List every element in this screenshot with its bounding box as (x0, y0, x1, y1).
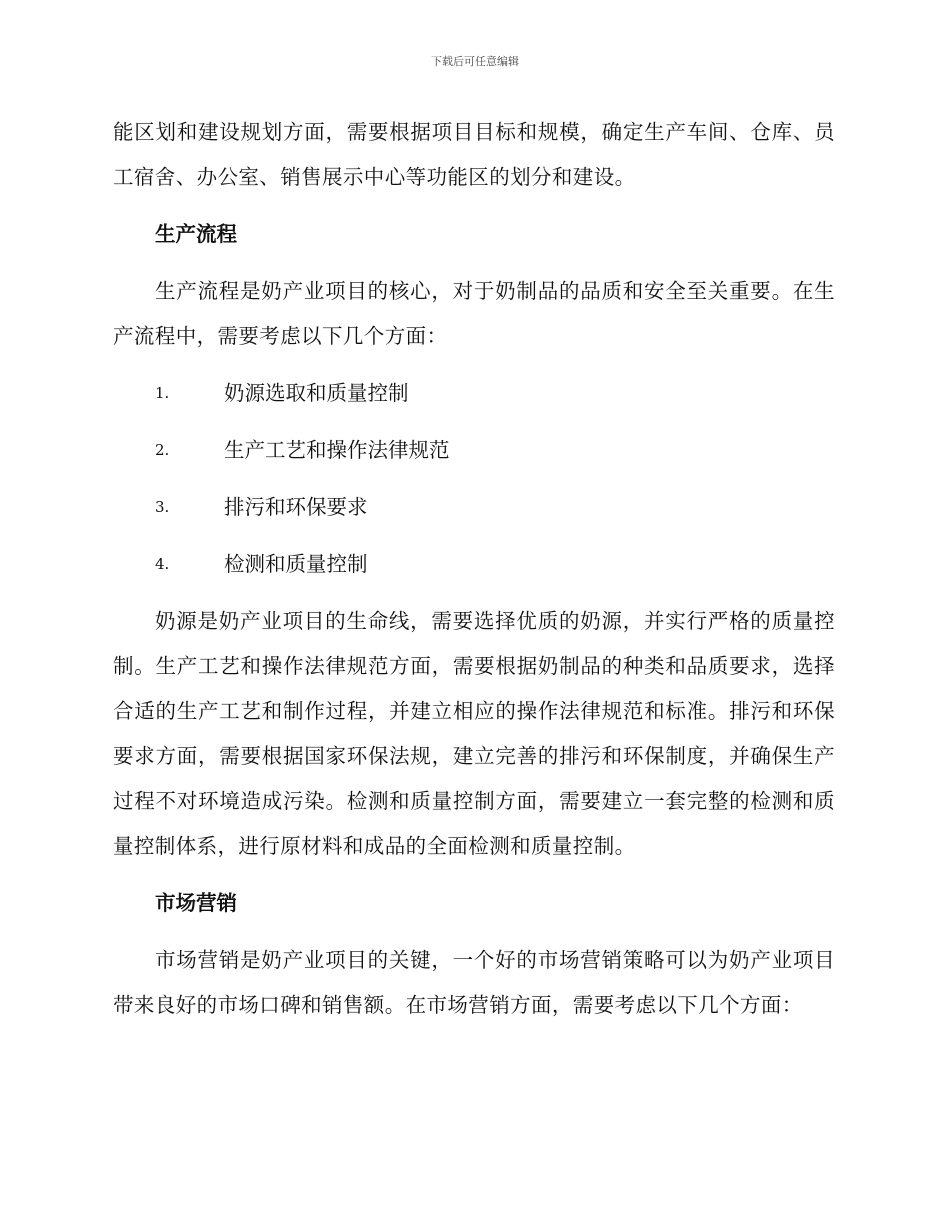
list-item-text: 检测和质量控制 (224, 552, 368, 576)
list-item (113, 428, 835, 473)
page-header: 下载后可任意编辑 (431, 55, 519, 68)
paragraph-production-details: 奶源是奶产业项目的生命线，需要选择优质的奶源，并实行严格的质量控制。生产工艺和操作法律规范方面，需要根据奶制品的种类和品质要求，选择合适的生产工艺和制作过程，并建立相应的操作法律规范和标准。排污和环保要求方面，需要根据国家环保法规，建立完善的排污和环保制度，并确保生产过程不对环境造成污染。检测和质量控制方面，需要建立一套完整的检测和质量控制体系，进行原材料和成品的全面检测和质量控制。 (113, 609, 835, 858)
list-item-number: 1. (155, 384, 170, 402)
list-item-text: 奶源选取和质量控制 (224, 381, 409, 405)
list-item-number: 2. (155, 441, 170, 459)
list-item-number: 3. (155, 498, 170, 516)
list-item-text: 排污和环保要求 (224, 495, 368, 519)
paragraph-land-planning: 能区划和建设规划方面，需要根据项目目标和规模，确定生产车间、仓库、员工宿舍、办公室、销售展示中心等功能区的划分和建设。 (113, 120, 835, 189)
paragraph-marketing-intro: 市场营销是奶产业项目的关键，一个好的市场营销策略可以为奶产业项目带来良好的市场口碑和销售额。在市场营销方面，需要考虑以下几个方面： (113, 948, 835, 1017)
list-item (113, 371, 835, 416)
list-item (113, 542, 835, 587)
list-item-text: 生产工艺和操作法律规范 (224, 438, 450, 462)
paragraph-production-intro: 生产流程是奶产业项目的核心，对于奶制品的品质和安全至关重要。在生产流程中，需要考虑以下几个方面： (113, 279, 835, 348)
list-item-number: 4. (155, 555, 170, 573)
document-body (113, 110, 835, 1028)
heading-marketing: 市场营销 (155, 891, 237, 915)
heading-production-process: 生产流程 (155, 222, 237, 246)
list-item (113, 485, 835, 530)
production-aspects-list (113, 371, 835, 587)
